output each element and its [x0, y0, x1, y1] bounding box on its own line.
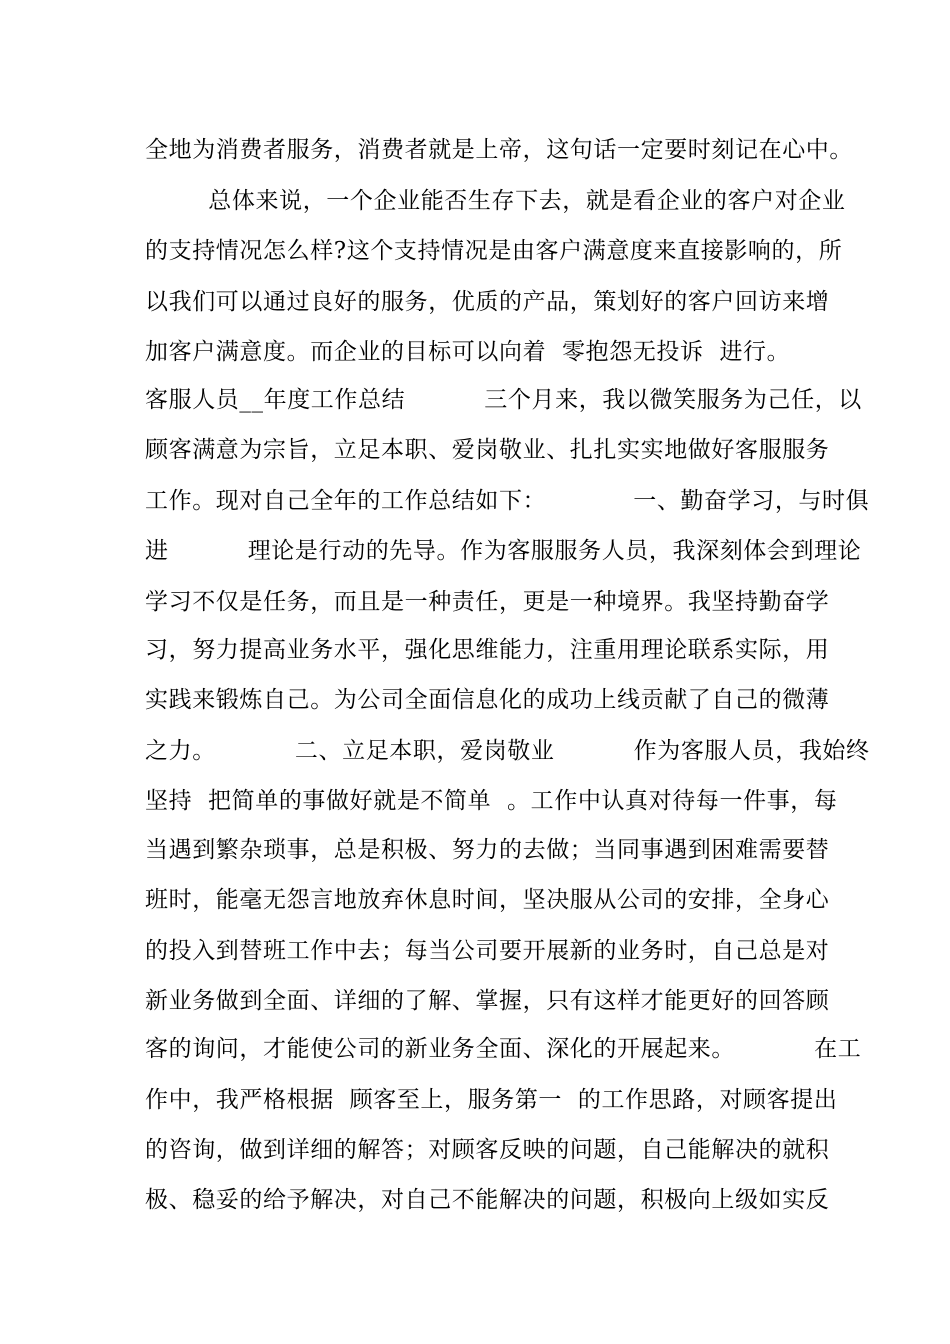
text-line: 当遇到繁杂琐事，总是积极、努力的去做；当同事遇到困难需要替 — [145, 837, 830, 863]
text-line: 班时，能毫无怨言地放弃休息时间，坚决服从公司的安排，全身心 — [145, 887, 830, 913]
text-line: 的咨询，做到详细的解答；对顾客反映的问题，自己能解决的就积 — [145, 1137, 830, 1163]
text-line: 的支持情况怎么样?这个支持情况是由客户满意度来直接影响的，所 — [145, 238, 843, 264]
text-line: 学习不仅是任务，而且是一种责任，更是一种境界。我坚持勤奋学 — [145, 589, 830, 615]
text-line: 的投入到替班工作中去；每当公司要开展新的业务时，自己总是对 — [145, 938, 830, 964]
text-line: 全地为消费者服务，消费者就是上帝，这句话一定要时刻记在心中。 — [145, 137, 853, 163]
text-line: 以我们可以通过良好的服务，优质的产品，策划好的客户回访来增 — [145, 289, 830, 315]
text-line: 客服人员__年度工作总结 三个月来，我以微笑服务为己任，以 — [145, 387, 862, 413]
text-line: 实践来锻炼自己。为公司全面信息化的成功上线贡献了自己的微薄 — [145, 687, 830, 713]
text-line: 工作。现对自己全年的工作总结如下： 一、勤奋学习，与时俱 — [145, 488, 870, 514]
text-line: 总体来说，一个企业能否生存下去，就是看企业的客户对企业 — [145, 188, 846, 214]
text-line: 作中，我严格根据 顾客至上，服务第一 的工作思路，对顾客提出 — [145, 1087, 838, 1113]
text-line: 习，努力提高业务水平，强化思维能力，注重用理论联系实际，用 — [145, 637, 830, 663]
text-line: 加客户满意度。而企业的目标可以向着 零抱怨无投诉 进行。 — [145, 339, 791, 365]
text-line: 坚持 把简单的事做好就是不简单 。工作中认真对待每一件事，每 — [145, 788, 838, 814]
text-line: 顾客满意为宗旨，立足本职、爱岗敬业、扎扎实实地做好客服服务 — [145, 437, 830, 463]
text-line: 进 理论是行动的先导。作为客服服务人员，我深刻体会到理论 — [145, 538, 862, 564]
text-line: 之力。 二、立足本职，爱岗敬业 作为客服人员，我始终 — [145, 738, 870, 764]
text-line: 新业务做到全面、详细的了解、掌握，只有这样才能更好的回答顾 — [145, 988, 830, 1014]
text-line: 客的询问，才能使公司的新业务全面、深化的开展起来。 在工 — [145, 1036, 862, 1062]
text-line: 极、稳妥的给予解决，对自己不能解决的问题，积极向上级如实反 — [145, 1187, 830, 1213]
